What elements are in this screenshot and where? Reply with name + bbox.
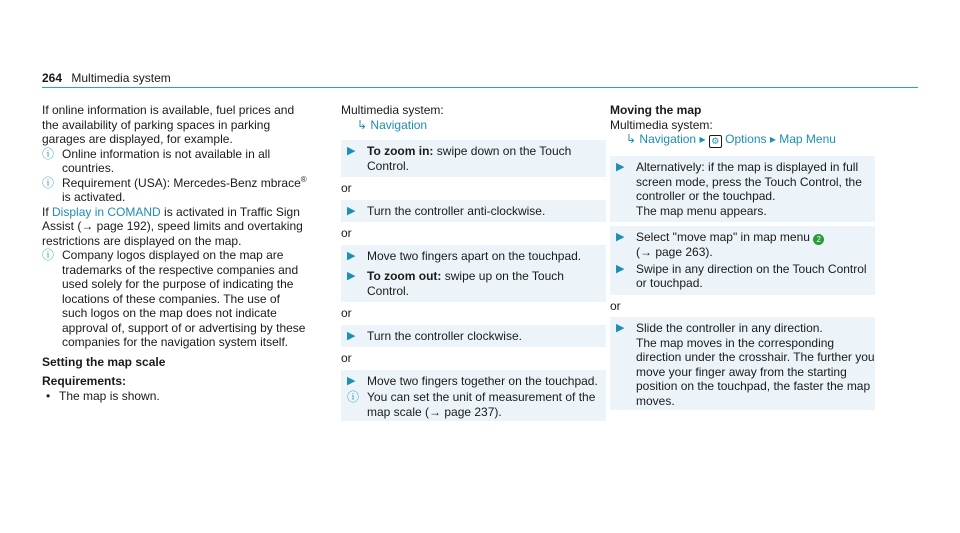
action-arrow-icon: ▶ [347, 145, 356, 157]
submenu-arrow-icon: ↳ [357, 117, 368, 132]
or-text: or [341, 306, 352, 320]
column-1 [42, 103, 307, 403]
step-select-move-map: ▶ Select "move map" in map menu 2 (→ page 263). ▶ Swipe in any direction on the Touch Control or touchpad. [610, 226, 875, 295]
requirement-item: • The map is shown. [42, 389, 307, 404]
note-requirement: ⓘ Requirement (USA): Mercedes-Benz mbrace® is activated. [42, 174, 307, 204]
step-anti-clockwise: ▶ Turn the controller anti-clockwise. [341, 200, 606, 223]
requirements-label: Requirements: [42, 374, 127, 388]
path-separator-icon: ▸ [769, 132, 776, 146]
menu-path[interactable]: ↳ Navigation [357, 117, 428, 132]
note-logos: ⓘ Company logos displayed on the map are trademarks of the respective companies and used solely for the purpose of indicating the locations of these companies. The use of such logos on the map does not indicate approval of, support of or advertising by these companies for the navigation system itself. [42, 248, 306, 349]
step-alternatively: ▶ Alternatively: if the map is displayed in full screen mode, press the Touch Control, the controller or the touchpad. The map menu appears. [610, 156, 875, 222]
menu-path[interactable]: ↳ Navigation ▸ ⚙ Options ▸ Map Menu [626, 132, 836, 146]
display-in-comand-link[interactable]: Display in COMAND [52, 204, 161, 219]
action-arrow-icon: ▶ [347, 329, 356, 342]
intro-text: If online information is available, fuel prices and the availability of parking spaces in parking garages are displayed, for example. [42, 103, 295, 146]
step-fingers-apart: ▶ Move two fingers apart on the touchpad. ▶ To zoom out: swipe up on the Touch Control. [341, 245, 606, 303]
step-fingers-together: ▶ Move two fingers together on the touchpad. ⓘ You can set the unit of measurement of the map scale (→ page 237). [341, 370, 606, 422]
submenu-arrow-icon: ↳ [626, 132, 637, 146]
action-arrow-icon: ▶ [347, 249, 356, 262]
action-arrow-icon: ▶ [347, 374, 356, 387]
step-clockwise: ▶ Turn the controller clockwise. [341, 325, 606, 348]
column-3 [610, 103, 875, 410]
step-slide-controller: ▶ Slide the controller in any direction. The map moves in the corresponding direction under the crosshair. The further you move your finger away from the starting position on the touchpad, the faster the map moves. [610, 317, 875, 410]
menu-label: Multimedia system: [341, 103, 444, 117]
info-icon: ⓘ [42, 248, 55, 262]
page-header [42, 71, 171, 86]
or-text: or [610, 298, 621, 313]
step-zoom-in: ▶ To zoom in: swipe down on the Touch Control. [341, 140, 606, 177]
menu-label: Multimedia system: [610, 117, 713, 132]
note-online: ⓘ Online information is not available in all countries. [42, 146, 271, 175]
bullet-icon: • [46, 388, 51, 403]
page-number: 264 [42, 71, 63, 85]
path-separator-icon: ▸ [699, 132, 706, 146]
or-text: or [341, 351, 352, 365]
action-arrow-icon: ▶ [616, 231, 625, 243]
section-heading: Setting the map scale [42, 354, 166, 369]
callout-badge: 2 [813, 234, 824, 245]
action-arrow-icon: ▶ [616, 161, 625, 173]
or-text: or [341, 181, 352, 195]
info-icon: ⓘ [42, 175, 55, 190]
action-arrow-icon: ▶ [347, 204, 356, 217]
action-arrow-icon: ▶ [616, 322, 625, 334]
info-icon: ⓘ [42, 146, 55, 161]
action-arrow-icon: ▶ [616, 262, 625, 275]
column-2 [341, 103, 606, 421]
options-icon: ⚙ [709, 135, 722, 148]
info-icon: ⓘ [347, 390, 360, 404]
section-title: Multimedia system [71, 71, 171, 85]
action-arrow-icon: ▶ [347, 270, 356, 282]
note-unit: ⓘ You can set the unit of measurement of the map scale (→ page 237). [343, 390, 606, 419]
or-text: or [341, 226, 352, 240]
header-rule [42, 87, 918, 88]
section-heading: Moving the map [610, 103, 702, 117]
traffic-sign-paragraph: If Display in COMAND is activated in Traffic Sign Assist (→ page 192), speed limits and overtaking restrictions are displayed on the map. [42, 204, 303, 248]
